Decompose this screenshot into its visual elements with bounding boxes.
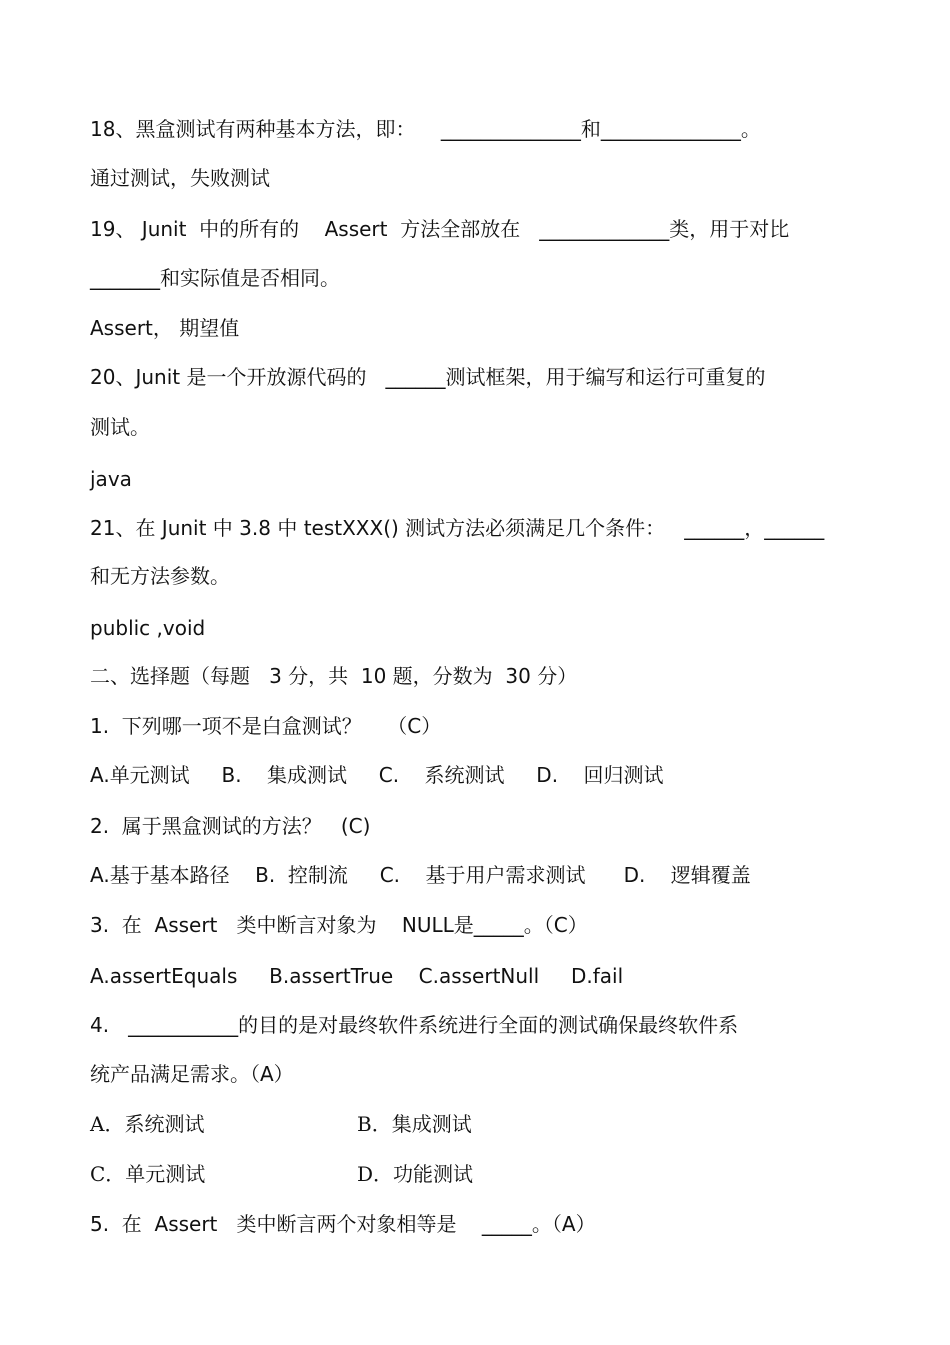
- mcq-4-options-row-1: [90, 1109, 472, 1139]
- answer-20: java: [90, 467, 132, 491]
- mcq-4-question-line-1: 4. ___________的目的是对最终软件系统进行全面的测试确保最终软件系: [90, 1013, 739, 1037]
- answer-19: Assert， 期望值: [90, 316, 240, 340]
- answer-21: public ,void: [90, 616, 206, 640]
- mcq-4-option-b: B．集成测试: [357, 1112, 472, 1136]
- mcq-3-options: A.assertEquals B.assertTrue C.assertNull D.fail: [90, 964, 624, 988]
- mcq-4-question-line-2: 统产品满足需求。（A）: [90, 1062, 294, 1086]
- question-19-line-1: 19、 Junit 中的所有的 Assert 方法全部放在 _____________类，用于对比: [90, 217, 790, 241]
- mcq-1-question: 1. 下列哪一项不是白盒测试？ （C）: [90, 714, 442, 738]
- question-19-line-2: _______和实际值是否相同。: [90, 266, 340, 290]
- question-20-line-2: 测试。: [90, 415, 150, 439]
- mcq-4-option-d: D．功能测试: [357, 1162, 474, 1186]
- mcq-2-options: A.基于基本路径 B. 控制流 C. 基于用户需求测试 D. 逻辑覆盖: [90, 863, 751, 887]
- question-21-line-1: 21、在 Junit 中 3.8 中 testXXX() 测试方法必须满足几个条件： ______，______: [90, 516, 825, 540]
- question-18: 18、黑盒测试有两种基本方法，即： ______________和______________。: [90, 117, 761, 141]
- mcq-5-question: 5. 在 Assert 类中断言两个对象相等是 _____。（A）: [90, 1212, 596, 1236]
- question-21-line-2: 和无方法参数。: [90, 564, 230, 588]
- mcq-2-question: 2. 属于黑盒测试的方法？ (C): [90, 814, 371, 838]
- mcq-1-options: A.单元测试 B. 集成测试 C. 系统测试 D. 回归测试: [90, 763, 664, 787]
- question-20-line-1: 20、Junit 是一个开放源代码的 ______测试框架，用于编写和运行可重复的: [90, 365, 766, 389]
- section-heading-choice: 二、选择题（每题 3 分，共 10 题，分数为 30 分）: [90, 664, 578, 688]
- mcq-4-options-row-2: [90, 1159, 474, 1189]
- mcq-4-option-c: C．单元测试: [90, 1162, 206, 1186]
- mcq-4-option-a: A．系统测试: [90, 1112, 205, 1136]
- answer-18: 通过测试，失败测试: [90, 166, 270, 190]
- mcq-3-question: 3. 在 Assert 类中断言对象为 NULL是_____。（C）: [90, 913, 588, 937]
